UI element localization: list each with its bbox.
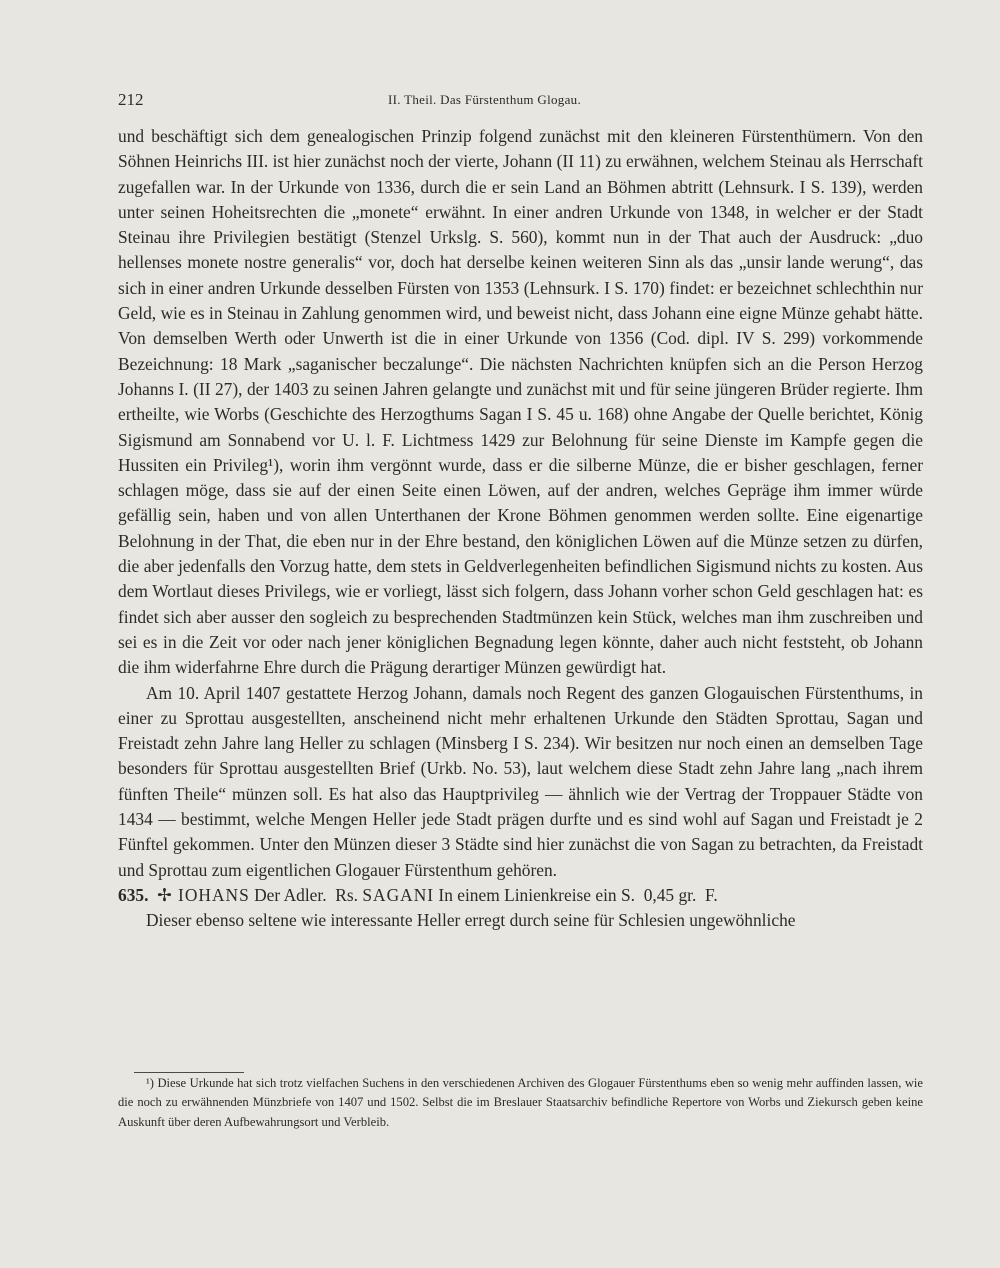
coin-grade: F.: [705, 884, 718, 905]
paragraph: und beschäftigt sich dem genealogischen Prinzip folgend zunächst mit den kleineren Fürstenthümern. Von den Söhnen Heinrichs III. ist hier zunächst noch der vierte, Johann (II 11) zu erwähnen, welchem Steinau als Herrschaft zugefallen war. In der Urkunde von 1336, durch die er sein Land an Böhmen abtritt (Lehnsurk. I S. 139), werden unter seinen Hoheitsrechten die „monete“ erwähnt. In einer andren Urkunde von 1348, in welcher er der Stadt Steinau ihre Privilegien bestätigt (Stenzel Urkslg. S. 560), kommt nun in der That auch der Ausdruck: „duo hellenses monete nostre generalis“ vor, doch hat derselbe keinen weiteren Sinn als das „unsir lande werung“, das sich in einer andren Urkunde desselben Fürsten von 1353 (Lehnsurk. I S. 170) findet: er bezeichnet schlechthin nur Geld, wie es in Steinau in Zahlung genommen wird, und beweist nicht, dass Johann eine eigne Münze gehabt hätte. Von demselben Werth oder Unwerth ist die in einer Urkunde von 1356 (Cod. dipl. IV S. 299) vorkommende Bezeichnung: 18 Mark „saganischer beczalunge“. Die nächsten Nachrichten knüpfen sich an die Person Herzog Johanns I. (II 27), der 1403 zu seinen Jahren gelangte und zunächst mit und für seine jüngeren Brüder regierte. Ihm ertheilte, wie Worbs (Geschichte des Herzogthums Sagan I S. 45 u. 168) ohne Angabe der Quelle berichtet, König Sigismund am Sonnabend vor U. l. F. Lichtmess 1429 zur Belohnung für seine Dienste im Kampfe gegen die Hussiten ein Privileg¹), worin ihm vergönnt wurde, dass er die silberne Münze, die er bisher geschlagen, ferner schlagen möge, dass sie auf der einen Seite einen Löwen, auf der andren, welches Gepräge ihm immer würde gefällig sein, haben und von allen Unterthanen der Krone Böhmen genommen werden sollte. Eine eigenartige Belohnung in der That, die eben nur in der Ehre bestand, den königlichen Löwen auf die Münze setzen zu dürfen, die aber jedenfalls den Vorzug hatte, dem stets in Geldverlegenheiten befindlichen Sigismund nichts zu kosten. Aus dem Wortlaut dieses Privilegs, wie er vorliegt, lässt sich folgern, dass Johann vorher schon Geld geschlagen hat: es findet sich aber ausser den sogleich zu besprechenden Stadtmünzen kein Stück, welches man ihm zuschreiben und sei es in die Zeit vor oder nach jener königlichen Begnadung legen könnte, daher auch nicht feststeht, ob Johann die ihm widerfahrne Ehre durch die Prägung derartiger Münzen gewürdigt hat.: [118, 126, 923, 678]
obverse-legend: ✢ IOHANS: [157, 884, 250, 905]
page-number: 212: [118, 90, 144, 109]
footnote: ¹) Diese Urkunde hat sich trotz vielfachen Suchens in den verschiedenen Archiven des Glogauer Fürstenthums eben so wenig mehr auffinden lassen, wie die noch zu erwähnenden Münzbriefe von 1407 und 1502. Selbst die im Breslauer Staatsarchiv befindliche Repertore von Worbs und Ziekursch geben keine Auskunft über deren Aufbewahrungsort und Verbleib.: [118, 1076, 923, 1129]
catalog-entry: [118, 883, 923, 908]
paragraph: Dieser ebenso seltene wie interessante Heller erregt durch seine für Schlesien ungewöhnliche: [146, 910, 796, 931]
running-title: II. Theil. Das Fürstenthum Glogau.: [388, 92, 582, 107]
obverse-description: Der Adler.: [254, 884, 327, 905]
main-text: [118, 124, 923, 934]
entry-number: 635.: [118, 884, 149, 905]
reverse-label: Rs.: [335, 884, 358, 905]
coin-weight: 0,45 gr.: [643, 884, 697, 905]
reverse-legend: SAGANI: [362, 884, 435, 905]
reverse-description: In einem Linienkreise ein S.: [438, 884, 635, 905]
paragraph: Am 10. April 1407 gestattete Herzog Johann, damals noch Regent des ganzen Glogauischen Fürstenthums, in einer zu Sprottau ausgestellten, anscheinend nicht mehr erhaltenen Urkunde den Städten Sprottau, Sagan und Freistadt zehn Jahre lang Heller zu schlagen (Minsberg I S. 234). Wir besitzen nur noch einen an demselben Tage besonders für Sprottau ausgestellten Brief (Urkb. No. 53), laut welchem diese Stadt zehn Jahre lang „nach ihrem fünften Theile“ münzen soll. Es hat also das Hauptprivileg — ähnlich wie der Vertrag der Troppauer Städte von 1434 — bestimmt, welche Mengen Heller jede Stadt prägen durfte und es sind wohl auf Sagan und Freistadt je 2 Fünftel gekommen. Unter den Münzen dieser 3 Städte sind hier zunächst die von Sagan zu betrachten, da Freistadt und Sprottau zum eigentlichen Glogauer Fürstenthum gehören.: [118, 682, 923, 880]
page-header: [118, 90, 923, 112]
footnote-divider: [134, 1072, 244, 1073]
